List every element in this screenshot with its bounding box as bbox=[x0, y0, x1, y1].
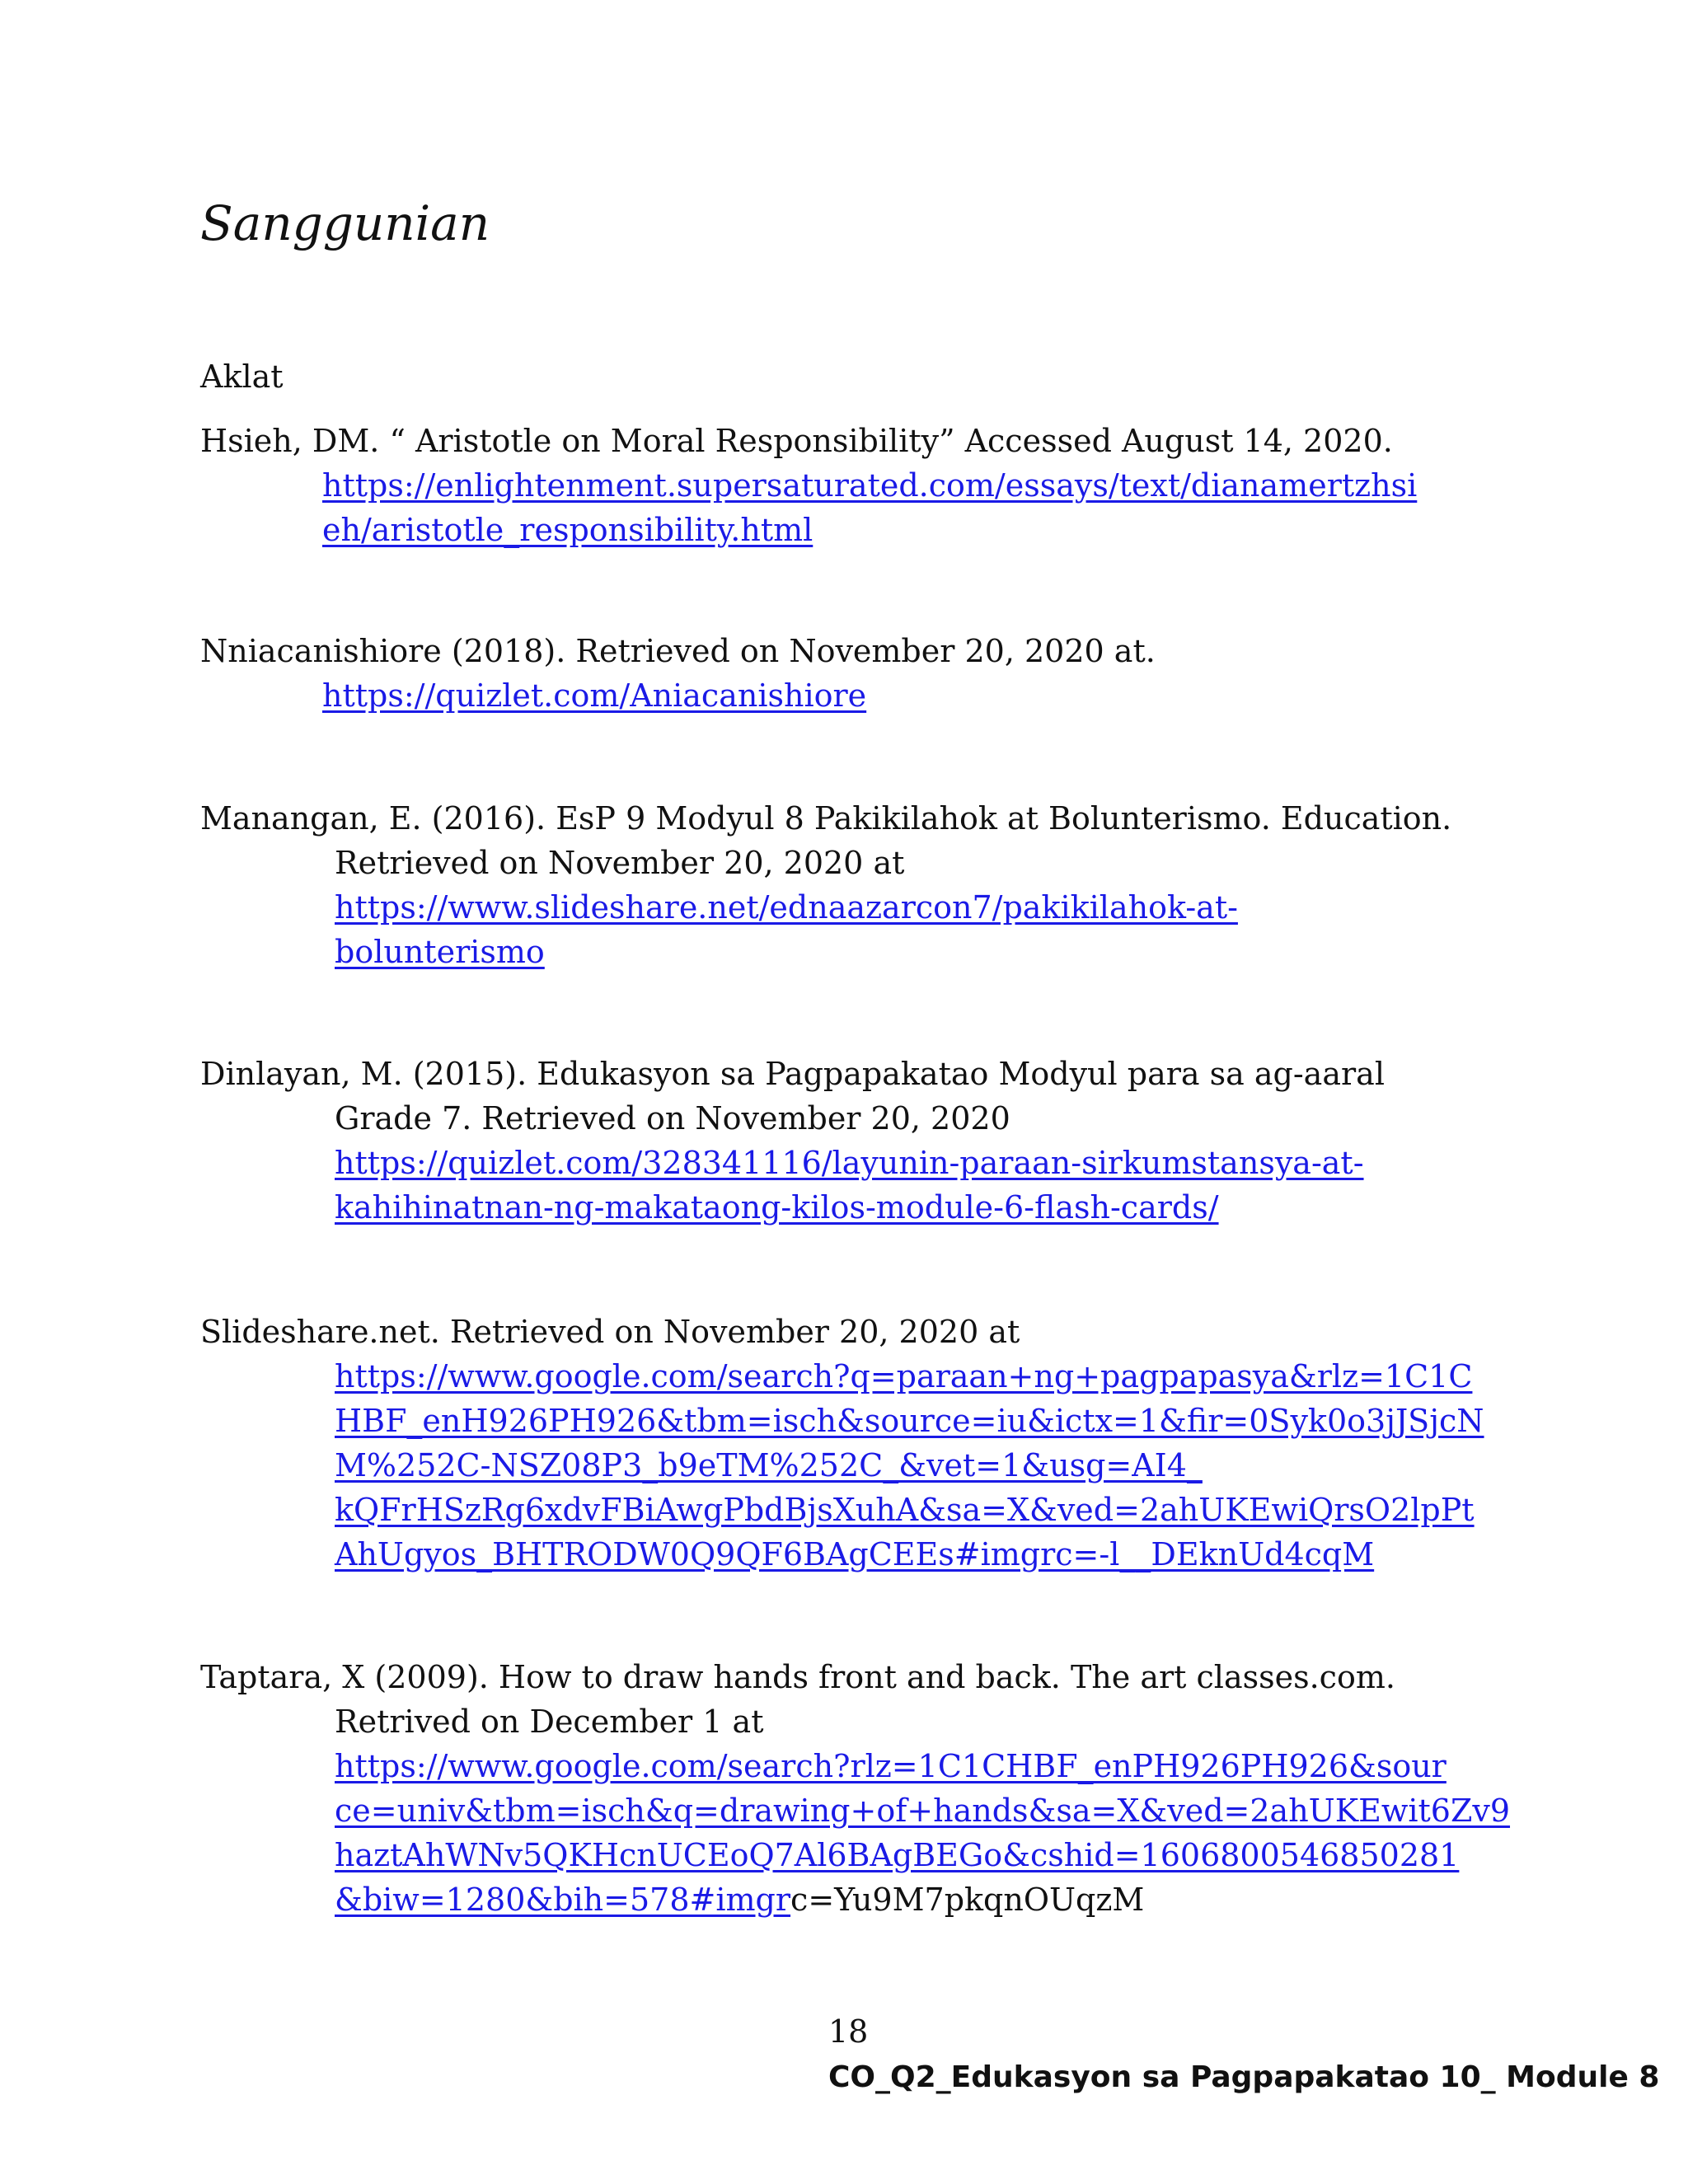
reference-citation: Dinlayan, M. (2015). Edukasyon sa Pagpapakatao Modyul para sa ag-aaral bbox=[200, 1056, 1385, 1092]
reference-link-line bbox=[200, 1141, 1503, 1185]
reference-citation-continued: Retrived on December 1 at bbox=[335, 1704, 764, 1740]
reference-entry bbox=[200, 629, 1503, 718]
reference-link-line bbox=[200, 1877, 1503, 1922]
reference-link[interactable]: https://www.google.com/search?q=paraan+ng+pagpapasya&rlz=1C1C bbox=[335, 1358, 1473, 1394]
reference-link[interactable]: &biw=1280&bih=578#imgr bbox=[335, 1882, 791, 1918]
reference-link[interactable]: https://enlightenment.supersaturated.com/essays/text/dianamertzhsi bbox=[322, 467, 1418, 504]
reference-citation: Nniacanishiore (2018). Retrieved on November 20, 2020 at. bbox=[200, 633, 1156, 669]
reference-link[interactable]: eh/aristotle_responsibility.html bbox=[322, 512, 814, 548]
reference-link[interactable]: ce=univ&tbm=isch&q=drawing+of+hands&sa=X&ved=2ahUKEwit6Zv9 bbox=[335, 1793, 1511, 1829]
reference-citation: Hsieh, DM. “ Aristotle on Moral Responsibility” Accessed August 14, 2020. bbox=[200, 423, 1393, 459]
module-footer: CO_Q2_Edukasyon sa Pagpapakatao 10_ Module 8 bbox=[828, 2060, 1660, 2094]
reference-citation-continued: Retrieved on November 20, 2020 at bbox=[335, 845, 905, 881]
reference-link-line bbox=[200, 885, 1503, 930]
reference-link[interactable]: bolunterismo bbox=[335, 934, 545, 970]
reference-link-line bbox=[200, 930, 1503, 974]
reference-link[interactable]: https://quizlet.com/328341116/layunin-paraan-sirkumstansya-at- bbox=[335, 1145, 1364, 1181]
reference-link[interactable]: https://www.google.com/search?rlz=1C1CHBF_enPH926PH926&sour bbox=[335, 1748, 1447, 1784]
reference-link-line bbox=[200, 1532, 1503, 1577]
section-heading-aklat: Aklat bbox=[200, 359, 284, 395]
reference-link[interactable]: https://quizlet.com/Aniacanishiore bbox=[322, 677, 867, 714]
reference-link[interactable]: haztAhWNv5QKHcnUCEoQ7Al6BAgBEGo&cshid=1606800546850281 bbox=[335, 1837, 1460, 1873]
reference-entry bbox=[200, 796, 1503, 974]
reference-link-line bbox=[200, 1185, 1503, 1230]
reference-entry bbox=[200, 1655, 1511, 1922]
reference-link[interactable]: kahihinatnan-ng-makataong-kilos-module-6-flash-cards/ bbox=[335, 1189, 1219, 1226]
reference-link-line bbox=[200, 1488, 1503, 1532]
reference-link-line bbox=[200, 1744, 1503, 1788]
reference-link[interactable]: HBF_enH926PH926&tbm=isch&source=iu&ictx=1&fir=0Syk0o3jJSjcN bbox=[335, 1403, 1484, 1439]
reference-link-line bbox=[200, 1788, 1511, 1833]
reference-entry bbox=[200, 419, 1503, 552]
reference-citation: Slideshare.net. Retrieved on November 20, 2020 at bbox=[200, 1314, 1020, 1350]
reference-link[interactable]: kQFrHSzRg6xdvFBiAwgPbdBjsXuhA&sa=X&ved=2ahUKEwiQrsO2lpPt bbox=[335, 1492, 1475, 1528]
reference-link-line bbox=[200, 508, 1503, 552]
reference-link-line bbox=[200, 1443, 1503, 1488]
reference-link-line bbox=[200, 1399, 1503, 1443]
reference-citation: Taptara, X (2009). How to draw hands front and back. The art classes.com. bbox=[200, 1659, 1395, 1695]
reference-link-tail-text: c=Yu9M7pkqnOUqzM bbox=[790, 1882, 1145, 1918]
reference-link[interactable]: M%252C-NSZ08P3_b9eTM%252C_&vet=1&usg=AI4_ bbox=[335, 1447, 1203, 1483]
reference-citation-continued: Grade 7. Retrieved on November 20, 2020 bbox=[335, 1100, 1010, 1137]
reference-link-line bbox=[200, 1354, 1503, 1399]
reference-citation: Manangan, E. (2016). EsP 9 Modyul 8 Pakikilahok at Bolunterismo. Education. bbox=[200, 800, 1452, 837]
reference-link-line bbox=[200, 673, 1503, 718]
reference-link[interactable]: AhUgyos_BHTRODW0Q9QF6BAgCEEs#imgrc=-l__DEknUd4cqM bbox=[335, 1536, 1375, 1572]
page-title: Sanggunian bbox=[200, 195, 490, 251]
reference-entry bbox=[200, 1052, 1503, 1230]
reference-entry bbox=[200, 1310, 1503, 1577]
page-number: 18 bbox=[828, 2013, 869, 2050]
reference-link-line bbox=[200, 463, 1503, 508]
reference-link[interactable]: https://www.slideshare.net/ednaazarcon7/pakikilahok-at- bbox=[335, 889, 1238, 926]
reference-link-line bbox=[200, 1833, 1503, 1877]
